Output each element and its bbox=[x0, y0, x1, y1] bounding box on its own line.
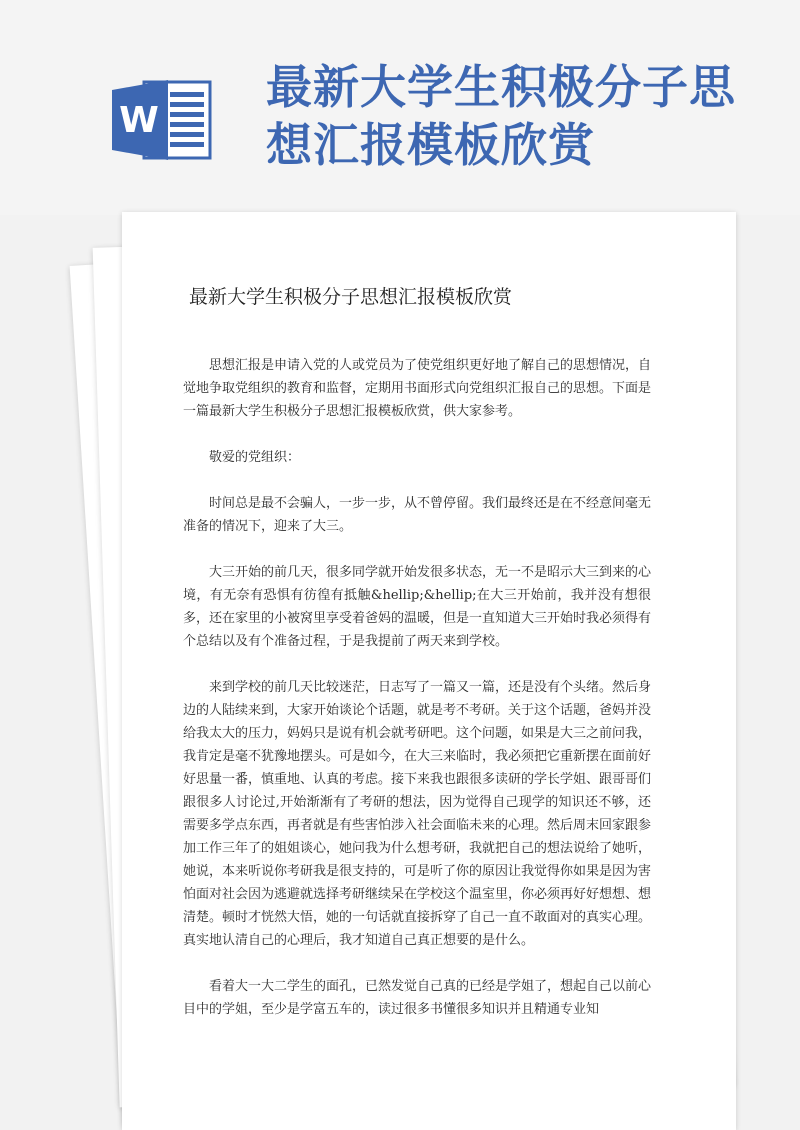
paragraph: 看着大一大二学生的面孔，已然发觉自己真的已经是学姐了，想起自己以前心目中的学姐，至少是学富五车的，读过很多书懂很多知识并且精通专业知 bbox=[183, 979, 652, 1017]
paragraph: 时间总是最不会骗人，一步一步，从不曾停留。我们最终还是在不经意间毫无准备的情况下，迎来了大三。 bbox=[183, 496, 652, 534]
word-document-icon bbox=[112, 80, 212, 160]
salutation: 敬爱的党组织： bbox=[209, 450, 301, 465]
banner-title: 最新大学生积极分子思想汇报模板欣赏 bbox=[266, 60, 736, 172]
document-page bbox=[122, 212, 736, 1130]
document-body bbox=[183, 354, 651, 1044]
logo-letter: W bbox=[119, 100, 159, 141]
banner bbox=[0, 0, 800, 215]
paragraph: 思想汇报是申请入党的人或党员为了使党组织更好地了解自己的思想情况，自觉地争取党组织的教育和监督，定期用书面形式向党组织汇报自己的思想。下面是一篇最新大学生积极分子思想汇报模板欣赏，供大家参考。 bbox=[183, 358, 652, 419]
paragraph: 来到学校的前几天比较迷茫，日志写了一篇又一篇，还是没有个头绪。然后身边的人陆续来到，大家开始谈论个话题，就是考不考研。关于这个话题，爸妈并没给我太大的压力，妈妈只是说有机会就考研吧。这个问题，如果是大三之前问我，我肯定是毫不犹豫地摆头。可是如今，在大三来临时，我必须把它重新摆在面前好好思量一番，慎重地、认真的考虑。接下来我也跟很多读研的学长学姐、跟哥哥们跟很多人讨论过,开始渐渐有了考研的想法，因为觉得自己现学的知识还不够，还需要多学点东西，再者就是有些害怕涉入社会面临未来的心理。然后周末回家跟参加工作三年了的姐姐谈心，她问我为什么想考研，我就把自己的想法说给了她听，她说，本来听说你考研我是很支持的，可是听了你的原因让我觉得你如果是因为害怕面对社会因为逃避就选择考研继续呆在学校这个温室里，你必须再好好想想、想清楚。顿时才恍然大悟，她的一句话就直接拆穿了自己一直不敢面对的真实心理。真实地认清自己的心理后，我才知道自己真正想要的是什么。 bbox=[183, 680, 652, 948]
document-title: 最新大学生积极分子思想汇报模板欣赏 bbox=[189, 286, 513, 308]
paragraph: 大三开始的前几天，很多同学就开始发很多状态，无一不是昭示大三到来的心境，有无奈有恐惧有彷徨有抵触&hellip;&hellip;在大三开始前，我并没有想很多，还在家里的小被窝里享受着爸妈的温暖，但是一直知道大三开始时我必须得有个总结以及有个准备过程，于是我提前了两天来到学校。 bbox=[183, 565, 652, 649]
